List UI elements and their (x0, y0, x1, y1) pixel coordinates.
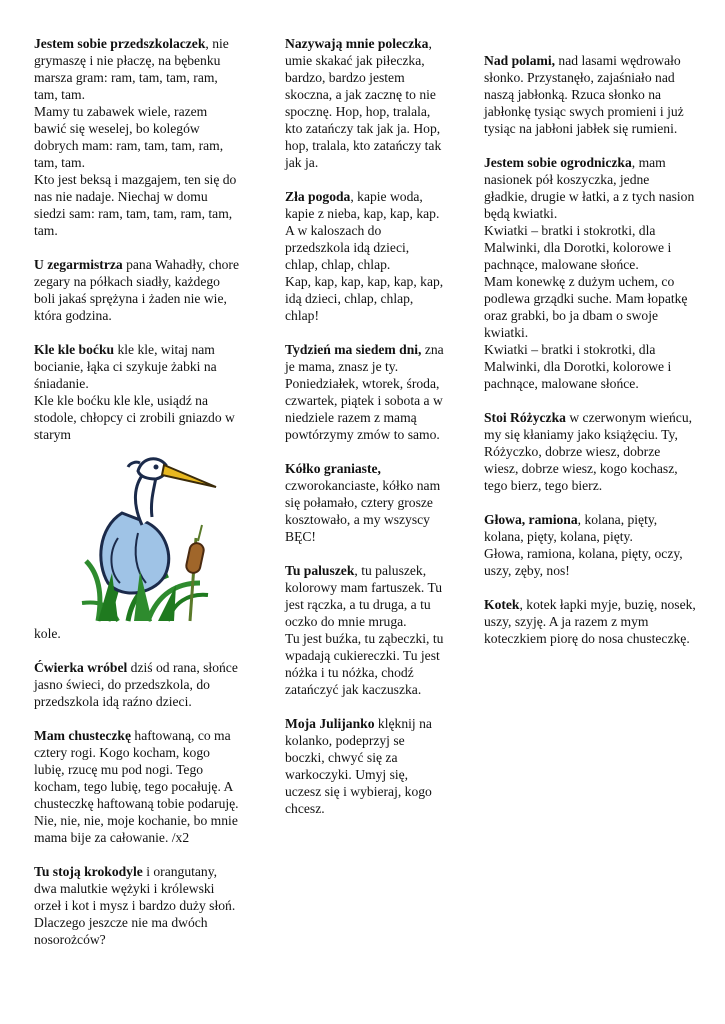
song-paragraph: Kotek, kotek łapki myje, buzię, nosek, uszy, szyję. A ja razem z mym koteczkiem piorę do nosa chusteczkę. (484, 597, 696, 646)
song-title: Głowa, ramiona (484, 512, 578, 527)
song-paragraph: Tu stoją krokodyle i orangutany, dwa malutkie wężyki i królewski orzeł i kot i mysz i bardzo duży słoń. Dlaczego jeszcze nie ma dwóch nosorożców? (34, 864, 236, 947)
song-paragraph: Kle kle boćku kle kle, usiądź na stodole, chłopcy ci zrobili gniazdo w starym (34, 393, 235, 442)
song-moja-julijanko (285, 715, 445, 817)
column-3 (484, 35, 696, 664)
column-1 (34, 35, 242, 965)
song-title: U zegarmistrza (34, 257, 123, 272)
song-paragraph-tail: kole. (34, 626, 61, 641)
song-paragraph: Kwiatki – bratki i stokrotki, dla Malwinki, dla Dorotki, kolorowe i pachnące, malowane słońce. (484, 223, 672, 272)
song-paragraph: Głowa, ramiona, kolana, pięty, kolana, pięty, kolana, pięty. (484, 512, 658, 544)
song-tu-paluszek (285, 562, 445, 698)
song-kle-kle-bocku (34, 341, 242, 642)
song-mam-chusteczke (34, 727, 242, 846)
song-paragraph: Kto jest beksą i mazgajem, ten się do nas nie nadaje. Niechaj w domu siedzi sam: ram, tam, tam, ram, tam, tam. (34, 172, 237, 238)
song-cwierka-wrobel (34, 659, 242, 710)
song-title: Stoi Różyczka (484, 410, 566, 425)
song-title: Tu stoją krokodyle (34, 864, 143, 879)
song-title: Kółko graniaste, (285, 461, 381, 476)
song-paragraph: Moja Julijanko klęknij na kolanko, podeprzyj se boczki, chwyć się za warkoczyki. Umyj się, uczesz się i wybieraj, kogo chcesz. (285, 716, 432, 816)
song-tu-stoja-krokodyle (34, 863, 242, 948)
song-paragraph: Głowa, ramiona, kolana, pięty, oczy, uszy, zęby, nos! (484, 546, 683, 578)
song-paragraph: U zegarmistrza pana Wahadły, chore zegary na półkach siadły, każdego boli jakaś sprężyna i żaden nie wie, która godzina. (34, 257, 239, 323)
heron-illustration (34, 443, 242, 625)
song-stoi-rozyczka (484, 409, 696, 494)
song-title: Jestem sobie przedszkolaczek (34, 36, 206, 51)
song-title: Mam chusteczkę (34, 728, 132, 743)
song-paragraph: Nad polami, nad lasami wędrowało słonko. Przystanęło, zajaśniało nad naszą jabłonką. Rzuca słonko na jabłonkę tysiąc swych promieni i już tysiąc na jabłoni jabłek się rumieni. (484, 53, 684, 136)
song-jestem-sobie-ogrodniczka (484, 154, 696, 392)
song-title: Nad polami, (484, 53, 556, 68)
song-paragraph: Kółko graniaste, czworokanciaste, kółko nam się połamało, cztery grosze kosztowało, a my wszyscy BĘC! (285, 461, 441, 544)
song-paragraph: Tydzień ma siedem dni, zna je mama, znasz je ty. Poniedziałek, wtorek, środa, czwartek, piątek i sobota a w niedziele razem z mamą powtórzymy zmów to samo. (285, 342, 444, 442)
song-kotek (484, 596, 696, 647)
song-paragraph: Mam konewkę z dużym uchem, co podlewa grządki suche. Mam łopatkę oraz grabki, bo ja dbam o swoje kwiatki. (484, 274, 688, 340)
song-title: Moja Julijanko (285, 716, 375, 731)
song-paragraph: Mam chusteczkę haftowaną, co ma cztery rogi. Kogo kocham, kogo lubię, rzucę mu pod nogi. Tego kocham, tego lubię, tego pocałuję. A chusteczkę haftowaną tobie podaruję. (34, 728, 239, 811)
song-paragraph: Zła pogoda, kapie woda, kapie z nieba, kap, kap, kap. A w kaloszach do przedszkola idą dzieci, chlap, chlap, chlap. (285, 189, 440, 272)
song-paragraph: Mamy tu zabawek wiele, razem bawić się weselej, bo kolegów dobrych mam: ram, tam, tam, ram, tam, tam. (34, 104, 224, 170)
song-title: Tu paluszek (285, 563, 355, 578)
song-title: Zła pogoda (285, 189, 351, 204)
song-paragraph: Stoi Różyczka w czerwonym wieńcu, my się kłaniamy jako książęciu. Ty, Różyczko, dobrze wiesz, dobrze wiesz, dobrze wiesz, kogo kochasz, tego bierz, tego bierz. (484, 410, 693, 493)
song-paragraph: Kwiatki – bratki i stokrotki, dla Malwinki, dla Dorotki, kolorowe i pachnące, malowane słońce. (484, 342, 672, 391)
song-nazywaja-mnie-poleczka (285, 35, 445, 171)
song-title: Nazywają mnie poleczka (285, 36, 429, 51)
song-tydzien-ma-siedem-dni (285, 341, 445, 443)
song-paragraph: Jestem sobie ogrodniczka, mam nasionek pół koszyczka, jedne gładkie, drugie w łatki, a z tych nasion będą kwiatki. (484, 155, 695, 221)
song-nad-polami (484, 52, 696, 137)
song-kolko-graniaste (285, 460, 445, 545)
song-paragraph: Ćwierka wróbel dziś od rana, słońce jasno świeci, do przedszkola, do przedszkola idą raźno dzieci. (34, 660, 238, 709)
song-paragraph: Kle kle boćku kle kle, witaj nam bocianie, łąka ci szykuje żabki na śniadanie. (34, 342, 217, 391)
song-paragraph: Nie, nie, nie, moje kochanie, bo mnie mama bije za całowanie. /x2 (34, 813, 238, 845)
song-paragraph: Tu paluszek, tu paluszek, kolorowy mam fartuszek. Tu jest rączka, a tu druga, a tu oczko do mnie mruga. (285, 563, 443, 629)
song-paragraph: Nazywają mnie poleczka, umie skakać jak piłeczka, bardzo, bardzo jestem skoczna, a jak zacznę to nie spocznę. Hop, hop, tralala, kto zatańczy tak jak ja. Hop, hop, tralala, kto zatańczy tak jak ja. (285, 36, 442, 170)
song-title: Ćwierka wróbel (34, 660, 128, 675)
song-title: Kotek (484, 597, 520, 612)
heron-clipart-icon (78, 443, 218, 623)
column-2 (285, 35, 445, 834)
song-title: Tydzień ma siedem dni, (285, 342, 422, 357)
song-paragraph: Tu jest buźka, tu ząbeczki, tu wpadają cukiereczki. Tu jest nóżka i tu nóżka, chodź zatańczyć jak kaczuszka. (285, 631, 444, 697)
song-jestem-sobie-przedszkolaczek (34, 35, 242, 239)
song-zla-pogoda (285, 188, 445, 324)
song-title: Kle kle boćku (34, 342, 115, 357)
song-paragraph: Jestem sobie przedszkolaczek, nie grymaszę i nie płaczę, na bębenku marsza gram: ram, tam, tam, ram, tam, tam. (34, 36, 229, 102)
song-paragraph: Kap, kap, kap, kap, kap, kap, idą dzieci, chlap, chlap, chlap! (285, 274, 444, 323)
song-title: Jestem sobie ogrodniczka (484, 155, 632, 170)
song-glowa-ramiona (484, 511, 696, 579)
song-u-zegarmistrza (34, 256, 242, 324)
